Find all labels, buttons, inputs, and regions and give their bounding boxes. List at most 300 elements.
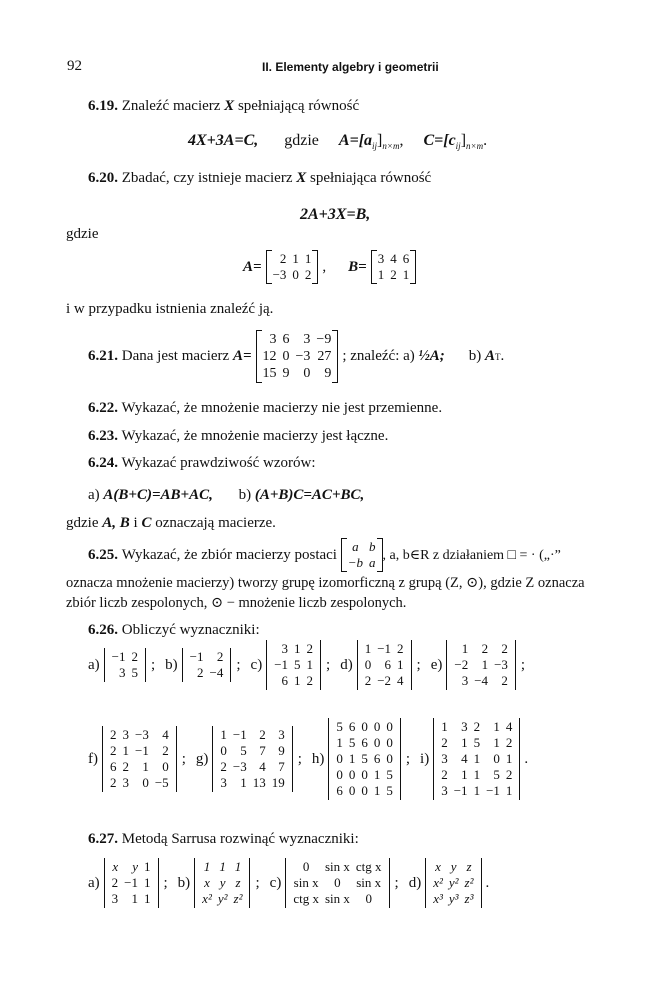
matrix-cell: 2 [441,735,448,750]
text-fragment: A= [232,348,252,364]
text-fragment: . [524,750,529,767]
text-fragment: gdzie [66,515,99,531]
text-fragment: Obliczyć wyznaczniki: [121,622,260,638]
text-fragment: B= [348,258,367,275]
text-fragment: a) [88,487,100,503]
matrix-cell: −b [347,555,364,570]
matrix-cell: y² [448,875,459,890]
matrix-cell: y [450,859,457,874]
text-fragment: c) [269,874,282,891]
matrix-cell: 3 [441,751,448,766]
text-fragment: Metodą Sarrusa rozwinąć wyznaczniki: [121,831,359,847]
matrix-cell: 3 [461,719,468,734]
matrix-cell: 2 [110,727,117,742]
matrix-cell: 9 [324,366,332,381]
matrix-cell: 2 [197,665,204,680]
matrix-cell: 1 [304,251,312,266]
matrix-cell: 0 [348,767,356,782]
determinant-a [104,648,146,682]
matrix-cell: 2 [220,759,227,774]
matrix-cell: 2 [111,875,119,890]
text-fragment: . [483,132,488,149]
matrix-cell: 0 [386,751,393,766]
text-fragment: f) [88,750,98,767]
matrix-cell: 27 [317,349,332,364]
determinant-g [212,726,292,792]
problem-6-25-line3: zbiór liczb zespolonych, ⊙ − mnożenie liczb zespolonych. [66,595,407,611]
matrix-cell: −1 [274,657,289,672]
matrix-cell: 2 [306,641,314,656]
matrix-cell: 5 [386,767,393,782]
matrix-cell: 3 [377,251,385,266]
text-fragment: Zbadać, czy istnieje macierz [121,170,293,186]
matrix-cell: z [235,875,241,890]
determinant-h [328,718,401,800]
matrix-cell: 2 [216,649,224,664]
matrix-cell: 0 [282,349,290,364]
matrix-cell: 1 [461,767,468,782]
matrix-cell: −3 [135,727,149,742]
matrix-cell: 2 [162,743,169,758]
matrix-cell: 4 [505,719,513,734]
text-fragment: 6.27. [88,831,118,847]
matrix-cell: −1 [232,727,247,742]
matrix-cell: 2 [390,267,397,282]
problem-6-20 [88,170,431,187]
text-fragment: n×m [466,141,484,152]
matrix-cell: 1 [294,673,301,688]
matrix-cell: 1 [397,657,404,672]
text-fragment: ; [181,750,186,767]
text-fragment: C [141,515,152,531]
text-fragment: ij [372,141,378,152]
matrix-cell: 7 [278,759,285,774]
text-fragment: ; [520,656,526,673]
formulas-6-24 [88,487,364,504]
matrix-cell: −5 [154,775,169,790]
matrix-cell: z [466,859,472,874]
text-fragment: A, [102,515,116,531]
matrix-cell: x³ [433,891,443,906]
matrix-cell: 6 [402,251,410,266]
text-fragment: , [322,258,327,275]
matrix-cell: 9 [282,366,290,381]
text-fragment: 6.26. [88,622,118,638]
text-fragment: ; [405,750,411,767]
matrix-cell: 5 [240,743,247,758]
text-fragment: X [296,170,307,186]
text-fragment: 6.22. [88,400,118,416]
text-fragment: i [133,515,138,531]
matrix-cell: sin x [293,875,319,890]
matrix-cell: 3 [278,727,285,742]
matrix-cell: 0 [162,759,169,774]
matrix-cell: −3 [494,657,508,672]
matrix-cell: 0 [302,859,310,874]
text-fragment: b) [468,348,482,364]
matrix-cell: 2 [364,673,372,688]
problem-6-21 [88,330,504,383]
matrix-cell: −3 [272,267,287,282]
text-fragment: c) [250,656,263,673]
matrix-cell: 0 [348,783,356,798]
matrix-cell: 6 [336,783,343,798]
matrix-cell: 1 [441,719,448,734]
determinant-e [446,640,516,690]
matrix-cell: 2 [505,735,513,750]
problem-6-24-note [66,515,276,532]
matrix-cell: 1 [144,875,151,890]
matrix-cell: −1 [189,649,204,664]
text-fragment: Wykazać, że mnożenie macierzy nie jest przemienne. [121,400,443,416]
matrix-cell: x [204,875,210,890]
matrix-cell: 6 [373,751,381,766]
matrix-cell: 3 [461,673,469,688]
matrices-6-20 [243,250,416,284]
matrix-cell: 3 [122,775,129,790]
matrix-cell: y [132,859,138,874]
matrix-cell: 5 [348,735,356,750]
matrix-cell: 0 [386,719,393,734]
matrix-cell: 1 [402,267,410,282]
matrix-cell: 5 [493,767,500,782]
matrix-cell: 0 [142,775,149,790]
text-fragment: A [485,348,496,364]
matrix-cell: 1 [481,657,489,672]
problem-6-19 [88,98,359,115]
matrix-cell: 0 [292,267,299,282]
matrix-cell: sin x [356,875,382,890]
text-fragment: Dana jest macierz [121,348,230,364]
matrix-cell: z² [233,891,243,906]
matrix-A-6-21 [256,330,339,383]
matrix-cell: 0 [303,366,311,381]
matrix-cell: 6 [384,657,392,672]
matrix-cell: 1 [377,267,385,282]
matrix-cell: x² [433,875,443,890]
matrix-cell: 3 [119,665,126,680]
text-fragment: , [399,132,404,149]
determinant-27d [425,858,481,908]
matrix-cell: −2 [377,673,392,688]
text-fragment: ij [455,141,461,152]
matrix-cell: 1 [493,735,500,750]
matrix-cell: −4 [474,673,489,688]
matrix-cell: 1 [144,891,151,906]
determinant-27a [104,858,159,908]
problem-6-24 [88,455,316,472]
matrix-cell: b [369,539,376,554]
matrix-cell: 0 [373,735,381,750]
matrix-cell: 9 [278,743,285,758]
matrix-cell: 1 [294,641,301,656]
determinants-row-2 [88,718,528,800]
matrix-cell: 2 [110,775,117,790]
matrix-cell: 6 [348,719,356,734]
text-fragment: ½A; [418,348,445,364]
matrix-cell: 0 [373,719,381,734]
text-fragment: b) [165,656,178,673]
text-fragment: 6.24. [88,455,118,471]
matrix-cell: 3 [122,727,129,742]
matrix-cell: y [219,875,226,890]
matrix-cell: 1 [493,719,500,734]
matrix-cell: 1 [505,783,513,798]
matrix-cell: 1 [461,735,468,750]
text-fragment: Wykazać, że mnożenie macierzy jest łączne. [121,428,389,444]
matrix-cell: a [352,539,359,554]
text-fragment: oznaczają macierze. [155,515,276,531]
matrix-cell: z³ [464,891,474,906]
matrix-cell: 6 [282,332,290,347]
problem-6-26 [88,622,260,639]
text-fragment: a) [88,656,100,673]
text-fragment: T [495,351,501,362]
matrix-cell: 1 [240,775,247,790]
matrix-cell: 2 [441,767,448,782]
matrix-cell: 3 [303,332,311,347]
matrix-cell: 5 [131,665,138,680]
matrix-ab [341,538,383,572]
text-fragment: 4X+3A=C, [188,132,259,149]
matrix-cell: 6 [361,735,368,750]
determinant-c [266,640,321,690]
text-fragment: , a, b∈R z działaniem □ = · („·” [382,547,561,563]
problem-6-23 [88,428,388,445]
matrix-cell: 1 [292,251,299,266]
matrix-cell: −1 [135,743,149,758]
text-fragment: spełniająca równość [310,170,432,186]
text-fragment: a) [88,874,100,891]
matrix-cell: 3 [281,641,289,656]
text-fragment: A(B+C)=AB+AC, [103,487,213,503]
matrix-cell: 0 [364,657,372,672]
problem-6-27 [88,831,359,848]
text-fragment: b) [238,487,252,503]
matrix-cell: 2 [473,719,481,734]
text-fragment: gdzie [284,132,319,149]
text-fragment: ; [163,874,168,891]
determinants-row-1 [88,640,525,690]
text-fragment: n×m [382,141,400,152]
text-fragment: A=[a [338,132,373,149]
matrix-cell: sin x [324,891,350,906]
matrix-cell: 2 [501,673,508,688]
matrix-cell: 1 [364,641,372,656]
matrix-cell: y² [217,891,228,906]
matrix-cell: 1 [473,751,481,766]
matrix-cell: sin x [324,859,350,874]
matrix-cell: 12 [262,349,277,364]
text-fragment: b) [177,874,191,891]
matrix-cell: 5 [473,735,481,750]
matrix-cell: 0 [361,719,368,734]
matrix-cell: 1 [131,891,138,906]
matrix-cell: 0 [336,751,343,766]
matrix-cell: 1 [348,751,356,766]
matrix-cell: 3 [111,891,119,906]
matrix-cell: 1 [306,657,314,672]
text-fragment: . [500,348,505,364]
matrix-cell: 4 [259,759,266,774]
matrix-cell: −3 [295,349,311,364]
matrix-cell: ctg x [293,891,319,906]
matrix-cell: 2 [306,673,314,688]
running-title: II. Elementy algebry i geometrii [262,60,439,74]
matrix-cell: 5 [361,751,368,766]
text-fragment: Wykazać, że zbiór macierzy postaci [121,546,337,563]
matrix-cell: 5 [386,783,393,798]
matrix-cell: 19 [271,775,285,790]
matrix-cell: 1 [203,859,211,874]
text-fragment: 6.25. [88,546,118,563]
page-number: 92 [67,58,82,74]
problem-6-20-tail: i w przypadku istnienia znaleźć ją. [66,301,274,317]
text-fragment: ; [297,750,302,767]
matrix-A [266,250,319,284]
text-fragment: Znaleźć macierz [121,98,221,114]
matrix-cell: 2 [259,727,266,742]
text-fragment: 6.20. [88,170,118,186]
problem-6-25-line2: oznacza mnożenie macierzy) tworzy grupę izomorficzną z grupą (Z, ⊙), gdzie Z oznacza [66,575,585,591]
determinant-27c [285,858,389,908]
matrix-cell: z² [464,875,474,890]
text-fragment: g) [195,750,209,767]
matrix-cell: 0 [365,891,372,906]
determinant-d [357,640,412,690]
matrix-cell: 2 [122,759,129,774]
matrix-cell: 3 [441,783,448,798]
matrix-cell: 0 [493,751,500,766]
matrix-cell: 1 [219,859,226,874]
problem-6-25 [88,538,561,572]
matrix-cell: 1 [473,767,481,782]
sarrus-row [88,858,489,908]
matrix-cell: −1 [486,783,500,798]
matrix-cell: −2 [454,657,469,672]
gdzie-label: gdzie [66,226,99,242]
matrix-cell: 2 [397,641,404,656]
matrix-cell: x [435,859,441,874]
determinant-b [182,648,232,682]
text-fragment: ; [151,656,156,673]
text-fragment: . [485,874,490,891]
matrix-cell: −4 [209,665,224,680]
matrix-cell: −1 [453,783,468,798]
text-fragment: spełniającą równość [237,98,360,114]
matrix-cell: y³ [448,891,459,906]
problem-6-22 [88,400,442,417]
matrix-cell: a [369,555,376,570]
matrix-cell: 1 [144,859,151,874]
matrix-cell: −1 [124,875,138,890]
matrix-cell: 2 [304,267,312,282]
text-fragment: 6.23. [88,428,118,444]
text-fragment: e) [430,656,443,673]
matrix-cell: 3 [220,775,227,790]
determinant-f [102,726,177,792]
matrix-cell: −3 [232,759,247,774]
matrix-cell: 2 [131,649,138,664]
text-fragment: (A+B)C=AC+BC, [254,487,365,503]
matrix-cell: 2 [501,641,508,656]
matrix-cell: 1 [122,743,129,758]
text-fragment: ; [255,874,260,891]
matrix-cell: 5 [294,657,301,672]
matrix-cell: 6 [110,759,117,774]
text-fragment: Wykazać prawdziwość wzorów: [121,455,316,471]
matrix-cell: 1 [373,767,381,782]
equation-6-20: 2A+3X=B, [300,206,371,223]
problem-number: 6.19. [88,98,118,114]
matrix-cell: 1 [473,783,481,798]
matrix-cell: 0 [336,767,343,782]
matrix-cell: 4 [390,251,397,266]
text-fragment: ; [416,656,421,673]
matrix-cell: 4 [461,751,468,766]
text-fragment: d) [340,656,353,673]
matrix-cell: x² [202,891,212,906]
determinant-27b [194,858,250,908]
matrix-cell: ctg x [355,859,382,874]
matrix-cell: 4 [397,673,404,688]
matrix-cell: 1 [461,641,469,656]
matrix-cell: 0 [361,767,368,782]
matrix-cell: 7 [259,743,266,758]
matrix-cell: 0 [386,735,393,750]
matrix-cell: 1 [373,783,381,798]
text-fragment: C=[c [423,132,456,149]
text-fragment: h) [311,750,325,767]
matrix-cell: 6 [281,673,289,688]
matrix-cell: 5 [336,719,343,734]
matrix-cell: 1 [505,751,513,766]
matrix-cell: 1 [234,859,242,874]
matrix-cell: 2 [505,767,513,782]
matrix-cell: −1 [377,641,392,656]
text-fragment: ; [394,874,399,891]
text-fragment: B [119,515,130,531]
text-fragment: d) [408,874,422,891]
text-fragment: i) [420,750,430,767]
equation-6-19: 4X+3A=C, gdzie $A=[a_{ij}]_{n\times m}$, $C=[c_{ij}]_{n\times m}$. [188,132,488,152]
matrix-cell: 4 [162,727,169,742]
text-fragment: X [224,98,235,114]
determinant-i [433,718,520,800]
matrix-B [371,250,417,284]
text-fragment: ; [236,656,241,673]
matrix-cell: 2 [110,743,117,758]
matrix-cell: 2 [481,641,489,656]
matrix-cell: 0 [361,783,368,798]
text-fragment: ; [326,656,331,673]
matrix-cell: 1 [220,727,227,742]
matrix-cell: 0 [334,875,341,890]
matrix-cell: x [112,859,119,874]
matrix-cell: −1 [111,649,126,664]
text-fragment: 6.21. [88,348,118,364]
text-fragment: A= [243,258,262,275]
matrix-cell: 0 [220,743,227,758]
matrix-cell: 15 [262,366,277,381]
text-fragment: ; znaleźć: a) [342,348,415,364]
matrix-cell: 3 [269,332,277,347]
matrix-cell: −9 [316,332,332,347]
matrix-cell: 1 [336,735,343,750]
matrix-cell: 13 [252,775,266,790]
matrix-cell: 2 [279,251,287,266]
matrix-cell: 1 [142,759,149,774]
